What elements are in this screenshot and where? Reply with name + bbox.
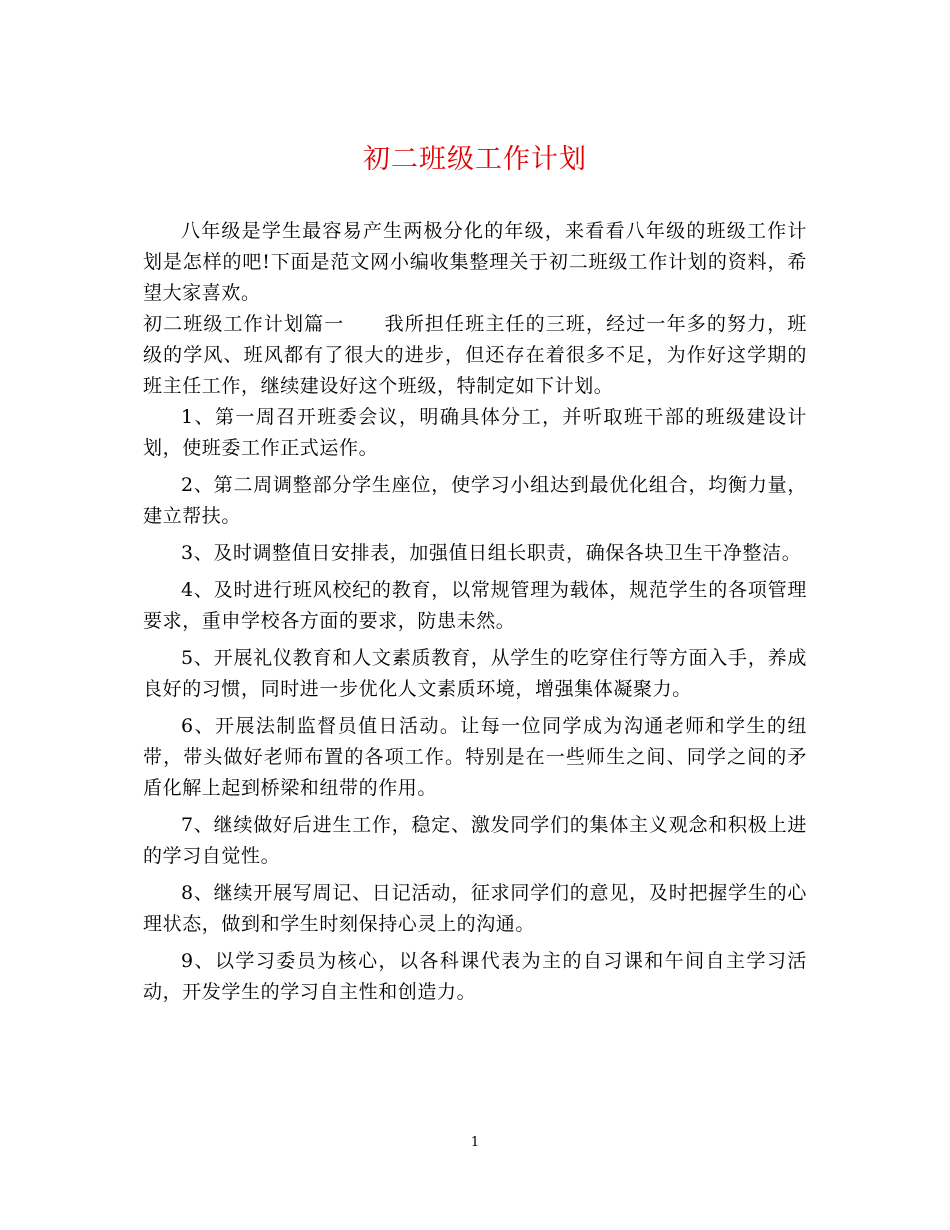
paragraph-item-7: 7、继续做好后进生工作，稳定、激发同学们的集体主义观念和积极上进的学习自觉性。 [143,814,807,867]
document-body [143,216,807,1014]
paragraph-item-5: 5、开展礼仪教育和人文素质教育，从学生的吃穿住行等方面入手，养成良好的习惯，同时进一步优化人文素质环境，增强集体凝聚力。 [143,647,807,700]
paragraph-item-6: 6、开展法制监督员值日活动。让每一位同学成为沟通老师和学生的纽带，带头做好老师布置的各项工作。特别是在一些师生之间、同学之间的矛盾化解上起到桥梁和纽带的作用。 [143,715,807,799]
paragraph-plan-intro: 初二班级工作计划篇一 我所担任班主任的三班，经过一年多的努力，班级的学风、班风都有了很大的进步，但还存在着很多不足，为作好这学期的班主任工作，继续建设好这个班级，特制定如下计划。 [143,313,807,397]
page-number: 1 [470,1135,480,1150]
paragraph-item-3: 3、及时调整值日安排表，加强值日组长职责，确保各块卫生干净整洁。 [181,542,802,564]
paragraph-item-9: 9、以学习委员为核心，以各科课代表为主的自习课和午间自主学习活动，开发学生的学习自主性和创造力。 [143,950,807,1003]
paragraph-item-8: 8、继续开展写周记、日记活动，征求同学们的意见，及时把握学生的心理状态，做到和学生时刻保持心灵上的沟通。 [143,882,807,935]
paragraph-item-2: 2、第二周调整部分学生座位，使学习小组达到最优化组合，均衡力量，建立帮扶。 [143,474,807,527]
document-title: 初二班级工作计划 [363,144,587,175]
paragraph-item-4: 4、及时进行班风校纪的教育，以常规管理为载体，规范学生的各项管理要求，重申学校各方面的要求，防患未然。 [143,579,807,632]
paragraph-item-1: 1、第一周召开班委会议，明确具体分工，并听取班干部的班级建设计划，使班委工作正式运作。 [143,406,807,459]
paragraph-intro: 八年级是学生最容易产生两极分化的年级，来看看八年级的班级工作计划是怎样的吧!下面是范文网小编收集整理关于初二班级工作计划的资料，希望大家喜欢。 [143,220,807,304]
